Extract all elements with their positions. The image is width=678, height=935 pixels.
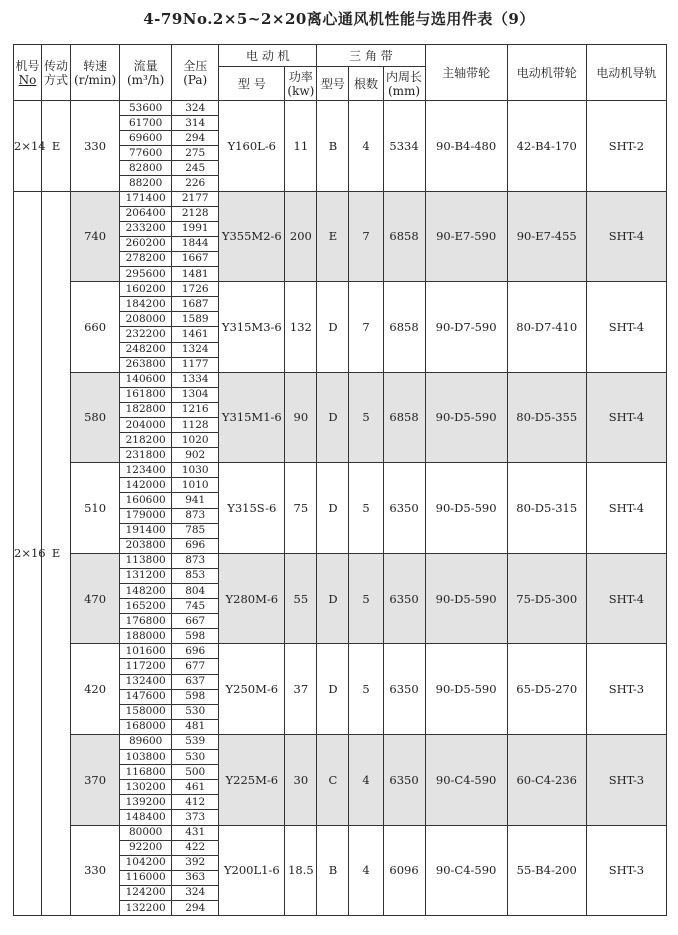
flow-cell: 77600 [120,146,172,161]
belt-count-cell: 5 [349,553,383,644]
table-body [14,101,667,916]
belt-count-cell: 5 [349,372,383,463]
pressure-cell: 804 [172,584,219,599]
motor-rail-cell: SHT-4 [586,553,666,644]
header-pressure: 全压 (Pa) [172,45,219,101]
pressure-cell: 392 [172,855,219,870]
header-main-pulley: 主轴带轮 [425,45,507,101]
motor-rail-cell: SHT-4 [586,282,666,373]
flow-cell: 231800 [120,448,172,463]
flow-cell: 140600 [120,372,172,387]
flow-cell: 148200 [120,584,172,599]
pressure-cell: 294 [172,131,219,146]
pressure-cell: 1667 [172,251,219,266]
pressure-cell: 412 [172,795,219,810]
flow-cell: 165200 [120,599,172,614]
motor-model-cell: Y200L1-6 [219,825,285,916]
flow-cell: 182800 [120,402,172,417]
pressure-cell: 324 [172,101,219,116]
belt-type-cell: E [317,191,349,282]
main-pulley-cell: 90-C4-590 [425,734,507,825]
motor-pulley-cell: 42-B4-170 [507,101,586,192]
belt-count-cell: 4 [349,734,383,825]
motor-power-cell: 90 [285,372,317,463]
pressure-cell: 1304 [172,387,219,402]
pressure-cell: 1177 [172,357,219,372]
flow-cell: 113800 [120,553,172,568]
motor-model-cell: Y250M-6 [219,644,285,735]
pressure-cell: 314 [172,116,219,131]
speed-cell: 420 [71,644,120,735]
belt-count-cell: 4 [349,101,383,192]
motor-power-cell: 55 [285,553,317,644]
main-pulley-cell: 90-D5-590 [425,644,507,735]
pressure-cell: 1589 [172,312,219,327]
pressure-cell: 696 [172,644,219,659]
belt-length-cell: 6350 [383,734,425,825]
flow-cell: 89600 [120,734,172,749]
speed-cell: 470 [71,553,120,644]
flow-cell: 142000 [120,478,172,493]
pressure-cell: 1020 [172,433,219,448]
pressure-cell: 696 [172,538,219,553]
main-pulley-cell: 90-D7-590 [425,282,507,373]
flow-cell: 278200 [120,251,172,266]
belt-type-cell: B [317,101,349,192]
table-row [14,372,667,387]
pressure-cell: 275 [172,146,219,161]
flow-cell: 92200 [120,840,172,855]
flow-cell: 232200 [120,327,172,342]
motor-model-cell: Y315M1-6 [219,372,285,463]
belt-count-cell: 5 [349,644,383,735]
header-motor-rail: 电动机导轨 [586,45,666,101]
motor-rail-cell: SHT-3 [586,644,666,735]
speed-cell: 370 [71,734,120,825]
pressure-cell: 873 [172,508,219,523]
motor-pulley-cell: 60-C4-236 [507,734,586,825]
flow-cell: 158000 [120,704,172,719]
pressure-cell: 1128 [172,417,219,432]
motor-power-cell: 132 [285,282,317,373]
speed-cell: 660 [71,282,120,373]
flow-cell: 132200 [120,900,172,915]
motor-power-cell: 30 [285,734,317,825]
speed-cell: 580 [71,372,120,463]
flow-cell: 233200 [120,221,172,236]
flow-cell: 160600 [120,493,172,508]
flow-cell: 184200 [120,297,172,312]
pressure-cell: 294 [172,900,219,915]
main-pulley-cell: 90-B4-480 [425,101,507,192]
header-speed: 转速 (r/min) [71,45,120,101]
pressure-cell: 1030 [172,463,219,478]
header-motor: 电 动 机 [219,45,317,67]
motor-pulley-cell: 90-E7-455 [507,191,586,282]
fan-selection-table [13,44,667,916]
flow-cell: 53600 [120,101,172,116]
belt-length-cell: 6858 [383,372,425,463]
speed-cell: 330 [71,101,120,192]
flow-cell: 131200 [120,568,172,583]
header-drive: 传动 方式 [42,45,71,101]
header-motor-pulley: 电动机带轮 [507,45,586,101]
main-pulley-cell: 90-C4-590 [425,825,507,916]
pressure-cell: 598 [172,629,219,644]
belt-type-cell: D [317,553,349,644]
flow-cell: 208000 [120,312,172,327]
pressure-cell: 667 [172,614,219,629]
flow-cell: 263800 [120,357,172,372]
flow-cell: 148400 [120,810,172,825]
pressure-cell: 245 [172,161,219,176]
motor-rail-cell: SHT-3 [586,734,666,825]
motor-rail-cell: SHT-4 [586,372,666,463]
motor-model-cell: Y315M3-6 [219,282,285,373]
header-motor-power: 功率 (kw) [285,67,317,101]
pressure-cell: 1991 [172,221,219,236]
table-row [14,463,667,478]
pressure-cell: 1216 [172,402,219,417]
pressure-cell: 598 [172,689,219,704]
main-pulley-cell: 90-D5-590 [425,463,507,554]
flow-cell: 61700 [120,116,172,131]
flow-cell: 179000 [120,508,172,523]
pressure-cell: 539 [172,734,219,749]
motor-rail-cell: SHT-4 [586,191,666,282]
main-pulley-cell: 90-E7-590 [425,191,507,282]
pressure-cell: 373 [172,810,219,825]
pressure-cell: 500 [172,765,219,780]
pressure-cell: 785 [172,523,219,538]
belt-count-cell: 4 [349,825,383,916]
flow-cell: 139200 [120,795,172,810]
flow-cell: 101600 [120,644,172,659]
table-row [14,282,667,297]
belt-length-cell: 5334 [383,101,425,192]
speed-cell: 740 [71,191,120,282]
drive-cell: E [42,101,71,192]
pressure-cell: 2128 [172,206,219,221]
motor-pulley-cell: 80-D5-355 [507,372,586,463]
main-pulley-cell: 90-D5-590 [425,553,507,644]
table-row [14,191,667,206]
flow-cell: 168000 [120,719,172,734]
flow-cell: 295600 [120,267,172,282]
pressure-cell: 902 [172,448,219,463]
table-row [14,101,667,116]
pressure-cell: 745 [172,599,219,614]
flow-cell: 204000 [120,417,172,432]
header-flow: 流量 (m³/h) [120,45,172,101]
belt-length-cell: 6350 [383,553,425,644]
page-title: 4-79No.2×5~2×20离心通风机性能与选用件表（9） [143,10,535,28]
pressure-cell: 324 [172,885,219,900]
pressure-cell: 226 [172,176,219,191]
machine-no-cell: 2×14 [14,101,42,192]
speed-cell: 330 [71,825,120,916]
motor-pulley-cell: 65-D5-270 [507,644,586,735]
pressure-cell: 363 [172,870,219,885]
pressure-cell: 941 [172,493,219,508]
flow-cell: 103800 [120,750,172,765]
pressure-cell: 1687 [172,297,219,312]
pressure-cell: 422 [172,840,219,855]
flow-cell: 104200 [120,855,172,870]
motor-rail-cell: SHT-4 [586,463,666,554]
flow-cell: 188000 [120,629,172,644]
header-machine-no: 机号 No [14,45,42,101]
motor-rail-cell: SHT-2 [586,101,666,192]
belt-length-cell: 6858 [383,191,425,282]
flow-cell: 260200 [120,236,172,251]
drive-cell: E [42,191,71,916]
pressure-cell: 1334 [172,372,219,387]
motor-model-cell: Y225M-6 [219,734,285,825]
pressure-cell: 1844 [172,236,219,251]
header-belt: 三 角 带 [317,45,425,67]
flow-cell: 191400 [120,523,172,538]
belt-count-cell: 7 [349,191,383,282]
header-belt-count: 根数 [349,67,383,101]
pressure-cell: 873 [172,553,219,568]
pressure-cell: 481 [172,719,219,734]
flow-cell: 176800 [120,614,172,629]
motor-rail-cell: SHT-3 [586,825,666,916]
pressure-cell: 637 [172,674,219,689]
belt-length-cell: 6096 [383,825,425,916]
flow-cell: 218200 [120,433,172,448]
flow-cell: 124200 [120,885,172,900]
pressure-cell: 530 [172,704,219,719]
pressure-cell: 677 [172,659,219,674]
pressure-cell: 461 [172,780,219,795]
motor-model-cell: Y315S-6 [219,463,285,554]
belt-type-cell: D [317,644,349,735]
flow-cell: 147600 [120,689,172,704]
belt-count-cell: 7 [349,282,383,373]
motor-power-cell: 75 [285,463,317,554]
belt-count-cell: 5 [349,463,383,554]
flow-cell: 130200 [120,780,172,795]
header-belt-length: 内周长 (mm) [383,67,425,101]
motor-power-cell: 200 [285,191,317,282]
belt-type-cell: D [317,282,349,373]
belt-type-cell: D [317,463,349,554]
flow-cell: 117200 [120,659,172,674]
flow-cell: 116800 [120,765,172,780]
motor-power-cell: 11 [285,101,317,192]
flow-cell: 82800 [120,161,172,176]
pressure-cell: 2177 [172,191,219,206]
flow-cell: 123400 [120,463,172,478]
pressure-cell: 1010 [172,478,219,493]
pressure-cell: 1481 [172,267,219,282]
motor-pulley-cell: 55-B4-200 [507,825,586,916]
motor-pulley-cell: 75-D5-300 [507,553,586,644]
flow-cell: 248200 [120,342,172,357]
belt-type-cell: C [317,734,349,825]
motor-pulley-cell: 80-D7-410 [507,282,586,373]
header-belt-type: 型号 [317,67,349,101]
pressure-cell: 1726 [172,282,219,297]
machine-no-cell: 2×16 [14,191,42,916]
flow-cell: 116000 [120,870,172,885]
pressure-cell: 853 [172,568,219,583]
table-row [14,553,667,568]
flow-cell: 132400 [120,674,172,689]
pressure-cell: 530 [172,750,219,765]
motor-model-cell: Y160L-6 [219,101,285,192]
table-row [14,734,667,749]
flow-cell: 203800 [120,538,172,553]
header-motor-model: 型 号 [219,67,285,101]
belt-type-cell: B [317,825,349,916]
flow-cell: 161800 [120,387,172,402]
flow-cell: 80000 [120,825,172,840]
belt-length-cell: 6350 [383,644,425,735]
motor-model-cell: Y355M2-6 [219,191,285,282]
flow-cell: 69600 [120,131,172,146]
flow-cell: 160200 [120,282,172,297]
table-row [14,644,667,659]
belt-length-cell: 6350 [383,463,425,554]
table-row [14,825,667,840]
flow-cell: 171400 [120,191,172,206]
main-pulley-cell: 90-D5-590 [425,372,507,463]
belt-type-cell: D [317,372,349,463]
motor-power-cell: 18.5 [285,825,317,916]
flow-cell: 88200 [120,176,172,191]
motor-model-cell: Y280M-6 [219,553,285,644]
speed-cell: 510 [71,463,120,554]
belt-length-cell: 6858 [383,282,425,373]
flow-cell: 206400 [120,206,172,221]
pressure-cell: 1461 [172,327,219,342]
pressure-cell: 431 [172,825,219,840]
motor-pulley-cell: 80-D5-315 [507,463,586,554]
motor-power-cell: 37 [285,644,317,735]
pressure-cell: 1324 [172,342,219,357]
